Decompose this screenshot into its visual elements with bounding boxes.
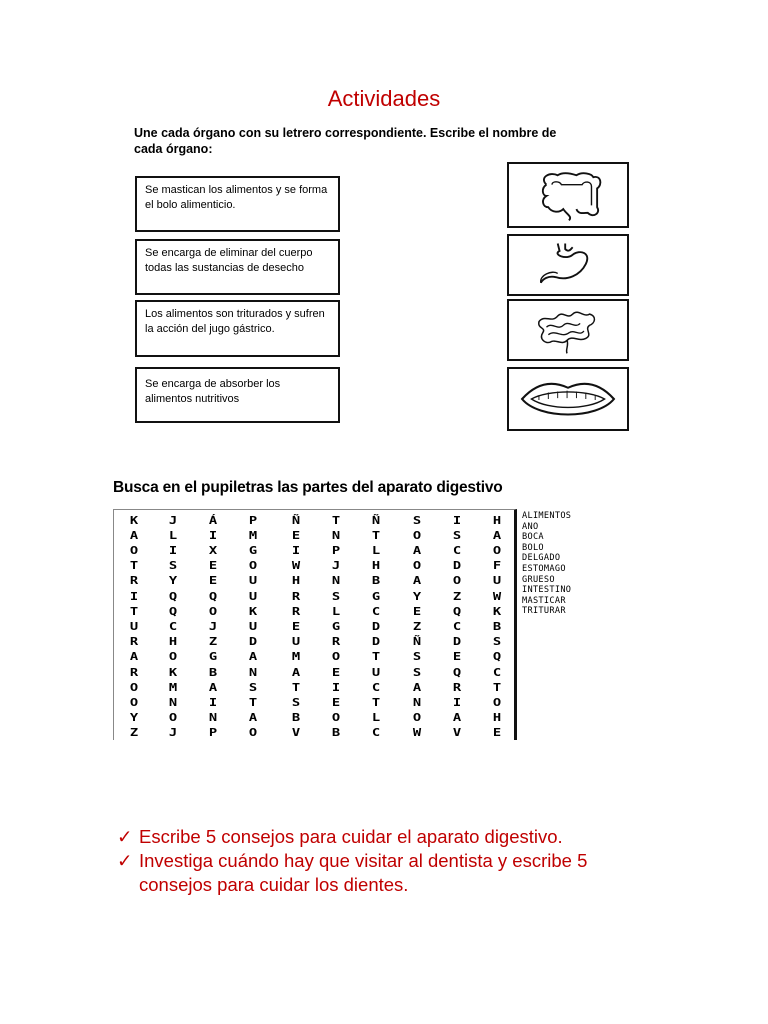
grid-letter: R	[129, 574, 139, 588]
grid-letter: U	[371, 665, 381, 679]
grid-letter: U	[248, 619, 258, 633]
grid-letter: M	[248, 528, 258, 542]
grid-letter: A	[412, 574, 422, 588]
grid-letter: R	[452, 680, 462, 694]
grid-letter: F	[492, 559, 502, 573]
grid-letter: D	[248, 635, 258, 649]
grid-letter: E	[208, 574, 218, 588]
task-1-line-1: Escribe 5 consejos para cuidar el aparato digestivo.	[139, 826, 563, 847]
grid-letter: C	[452, 619, 462, 633]
task-2	[117, 849, 587, 897]
grid-letter: Z	[452, 589, 462, 603]
grid-letter: A	[412, 543, 422, 557]
grid-letter: L	[371, 543, 381, 557]
word-list-item: ALIMENTOS	[522, 511, 572, 521]
grid-letter: A	[129, 650, 139, 664]
grid-letter: J	[168, 726, 178, 740]
grid-letter: Y	[412, 589, 422, 603]
task-2-line-2: consejos para cuidar los dientes.	[139, 874, 409, 895]
grid-letter: C	[452, 543, 462, 557]
grid-letter: T	[291, 680, 301, 694]
grid-letter: I	[129, 589, 139, 603]
grid-letter: Q	[208, 589, 218, 603]
grid-letter: S	[452, 528, 462, 542]
grid-letter: T	[371, 695, 381, 709]
grid-letter: O	[168, 711, 178, 725]
grid-letter: I	[291, 543, 301, 557]
grid-letter: K	[248, 604, 258, 618]
grid-letter: P	[208, 726, 218, 740]
grid-letter: T	[129, 559, 139, 573]
grid-letter: A	[129, 528, 139, 542]
grid-letter: M	[291, 650, 301, 664]
grid-letter: T	[331, 513, 341, 527]
grid-letter: Y	[129, 711, 139, 725]
grid-letter: L	[331, 604, 341, 618]
grid-letter: D	[452, 559, 462, 573]
grid-letter: H	[371, 559, 381, 573]
grid-letter: O	[168, 650, 178, 664]
grid-letter: A	[208, 680, 218, 694]
grid-letter: Z	[412, 619, 422, 633]
word-list-item: TRITURAR	[522, 606, 566, 617]
grid-letter: G	[331, 619, 341, 633]
grid-letter: E	[452, 650, 462, 664]
small-intestine-icon	[507, 299, 629, 361]
word-list-item: DELGADO	[522, 553, 561, 564]
word-list-item: BOCA	[522, 532, 544, 543]
grid-letter: C	[492, 665, 502, 679]
grid-letter: Q	[452, 604, 462, 618]
word-list-item: ESTOMAGO	[522, 563, 566, 574]
grid-letter: Z	[208, 635, 218, 649]
grid-letter: G	[208, 650, 218, 664]
grid-letter: S	[412, 513, 422, 527]
task-2-line-1: Investiga cuándo hay que visitar al dentista y escribe 5	[139, 850, 588, 871]
grid-letter: N	[412, 695, 422, 709]
grid-letter: O	[248, 726, 258, 740]
grid-letter: C	[371, 604, 381, 618]
grid-letter: R	[129, 665, 139, 679]
task-1	[117, 825, 563, 849]
grid-letter: A	[492, 528, 502, 542]
grid-letter: O	[129, 543, 139, 557]
instruction-text: Une cada órgano con su letrero correspondiente. Escribe el nombre de cada órgano:	[134, 126, 557, 156]
grid-letter: H	[291, 574, 301, 588]
grid-letter: Á	[208, 513, 218, 527]
grid-letter: L	[168, 528, 178, 542]
grid-letter: T	[248, 695, 258, 709]
grid-letter: T	[371, 528, 381, 542]
grid-letter: E	[208, 559, 218, 573]
grid-letter: A	[412, 680, 422, 694]
grid-letter: E	[291, 528, 301, 542]
grid-letter: O	[248, 559, 258, 573]
clue-box-3: Los alimentos son triturados y sufren la acción del jugo gástrico.	[135, 300, 340, 357]
grid-letter: E	[412, 604, 422, 618]
grid-letter: J	[208, 619, 218, 633]
grid-letter: D	[371, 635, 381, 649]
grid-letter: Q	[492, 650, 502, 664]
grid-letter: N	[168, 695, 178, 709]
grid-letter: U	[291, 635, 301, 649]
grid-letter: O	[129, 680, 139, 694]
grid-letter: R	[331, 635, 341, 649]
grid-letter: S	[291, 695, 301, 709]
clue-box-2: Se encarga de eliminar del cuerpo todas las sustancias de desecho	[135, 239, 340, 295]
grid-letter: I	[208, 695, 218, 709]
grid-letter: U	[492, 574, 502, 588]
checkmark-icon: ✓	[117, 850, 133, 871]
grid-letter: A	[248, 711, 258, 725]
grid-letter: I	[452, 695, 462, 709]
grid-letter: W	[291, 559, 301, 573]
grid-letter: K	[492, 604, 502, 618]
grid-letter: Ñ	[412, 635, 422, 649]
grid-letter: I	[452, 513, 462, 527]
grid-letter: E	[331, 665, 341, 679]
grid-letter: S	[412, 650, 422, 664]
grid-letter: D	[452, 635, 462, 649]
grid-letter: C	[371, 680, 381, 694]
grid-letter: O	[492, 695, 502, 709]
grid-letter: Q	[452, 665, 462, 679]
grid-letter: B	[331, 726, 341, 740]
grid-letter: G	[248, 543, 258, 557]
grid-letter: P	[331, 543, 341, 557]
grid-letter: I	[331, 680, 341, 694]
grid-letter: I	[208, 528, 218, 542]
grid-letter: V	[452, 726, 462, 740]
grid-letter: O	[492, 543, 502, 557]
stomach-icon	[507, 234, 629, 296]
grid-letter: S	[492, 635, 502, 649]
grid-letter: O	[208, 604, 218, 618]
grid-letter: E	[492, 726, 502, 740]
grid-letter: N	[331, 528, 341, 542]
grid-letter: A	[291, 665, 301, 679]
grid-letter: V	[291, 726, 301, 740]
grid-letter: B	[291, 711, 301, 725]
grid-letter: R	[291, 589, 301, 603]
page-title: Actividades	[327, 86, 441, 111]
wordsearch-title: Busca en el pupiletras las partes del aparato digestivo	[113, 479, 503, 496]
grid-letter: N	[248, 665, 258, 679]
grid-letter: S	[331, 589, 341, 603]
grid-letter: O	[412, 528, 422, 542]
grid-letter: P	[248, 513, 258, 527]
grid-letter: Y	[168, 574, 178, 588]
grid-letter: N	[331, 574, 341, 588]
grid-letter: C	[371, 726, 381, 740]
grid-letter: T	[371, 650, 381, 664]
grid-letter: C	[168, 619, 178, 633]
grid-letter: K	[168, 665, 178, 679]
grid-letter: Q	[168, 589, 178, 603]
grid-letter: W	[492, 589, 502, 603]
grid-letter: A	[248, 650, 258, 664]
grid-letter: H	[492, 711, 502, 725]
grid-letter: L	[371, 711, 381, 725]
grid-letter: O	[331, 650, 341, 664]
wordsearch-word-list	[522, 511, 571, 617]
grid-letter: X	[208, 543, 218, 557]
mouth-icon	[507, 367, 629, 431]
grid-letter: Ñ	[371, 513, 381, 527]
grid-letter: T	[492, 680, 502, 694]
grid-letter: O	[412, 711, 422, 725]
grid-letter: I	[168, 543, 178, 557]
grid-letter: B	[208, 665, 218, 679]
grid-letter: W	[412, 726, 422, 740]
word-list-item: GRUESO	[522, 574, 555, 585]
grid-letter: U	[129, 619, 139, 633]
clue-box-1: Se mastican los alimentos y se forma el bolo alimenticio.	[135, 176, 340, 232]
grid-letter: S	[248, 680, 258, 694]
grid-letter: Ñ	[291, 513, 301, 527]
grid-letter: H	[492, 513, 502, 527]
grid-letter: R	[291, 604, 301, 618]
grid-letter: J	[331, 559, 341, 573]
grid-letter: U	[248, 574, 258, 588]
clue-box-4: Se encarga de absorber los alimentos nutritivos	[135, 367, 340, 423]
grid-letter: R	[129, 635, 139, 649]
grid-letter: N	[208, 711, 218, 725]
grid-letter: M	[168, 680, 178, 694]
grid-letter: O	[129, 695, 139, 709]
grid-letter: U	[248, 589, 258, 603]
word-list-item: BOLO	[522, 542, 544, 553]
grid-letter: O	[412, 559, 422, 573]
grid-letter: B	[492, 619, 502, 633]
checkmark-icon: ✓	[117, 826, 133, 847]
word-list-item: INTESTINO	[522, 585, 572, 596]
large-intestine-icon	[507, 162, 629, 228]
grid-letter: J	[168, 513, 178, 527]
grid-letter: O	[331, 711, 341, 725]
grid-letter: Z	[129, 726, 139, 740]
grid-letter: A	[452, 711, 462, 725]
grid-letter: H	[168, 635, 178, 649]
grid-letter: T	[129, 604, 139, 618]
word-list-item: ANO	[522, 521, 539, 532]
grid-letter: S	[412, 665, 422, 679]
grid-letter: E	[331, 695, 341, 709]
grid-letter: Q	[168, 604, 178, 618]
grid-letter: B	[371, 574, 381, 588]
wordsearch-grid	[113, 509, 517, 740]
grid-letter: S	[168, 559, 178, 573]
grid-letter: K	[129, 513, 139, 527]
grid-letter: E	[291, 619, 301, 633]
grid-letter: O	[452, 574, 462, 588]
grid-letter: D	[371, 619, 381, 633]
word-list-item: MASTICAR	[522, 595, 566, 606]
grid-letter: G	[371, 589, 381, 603]
